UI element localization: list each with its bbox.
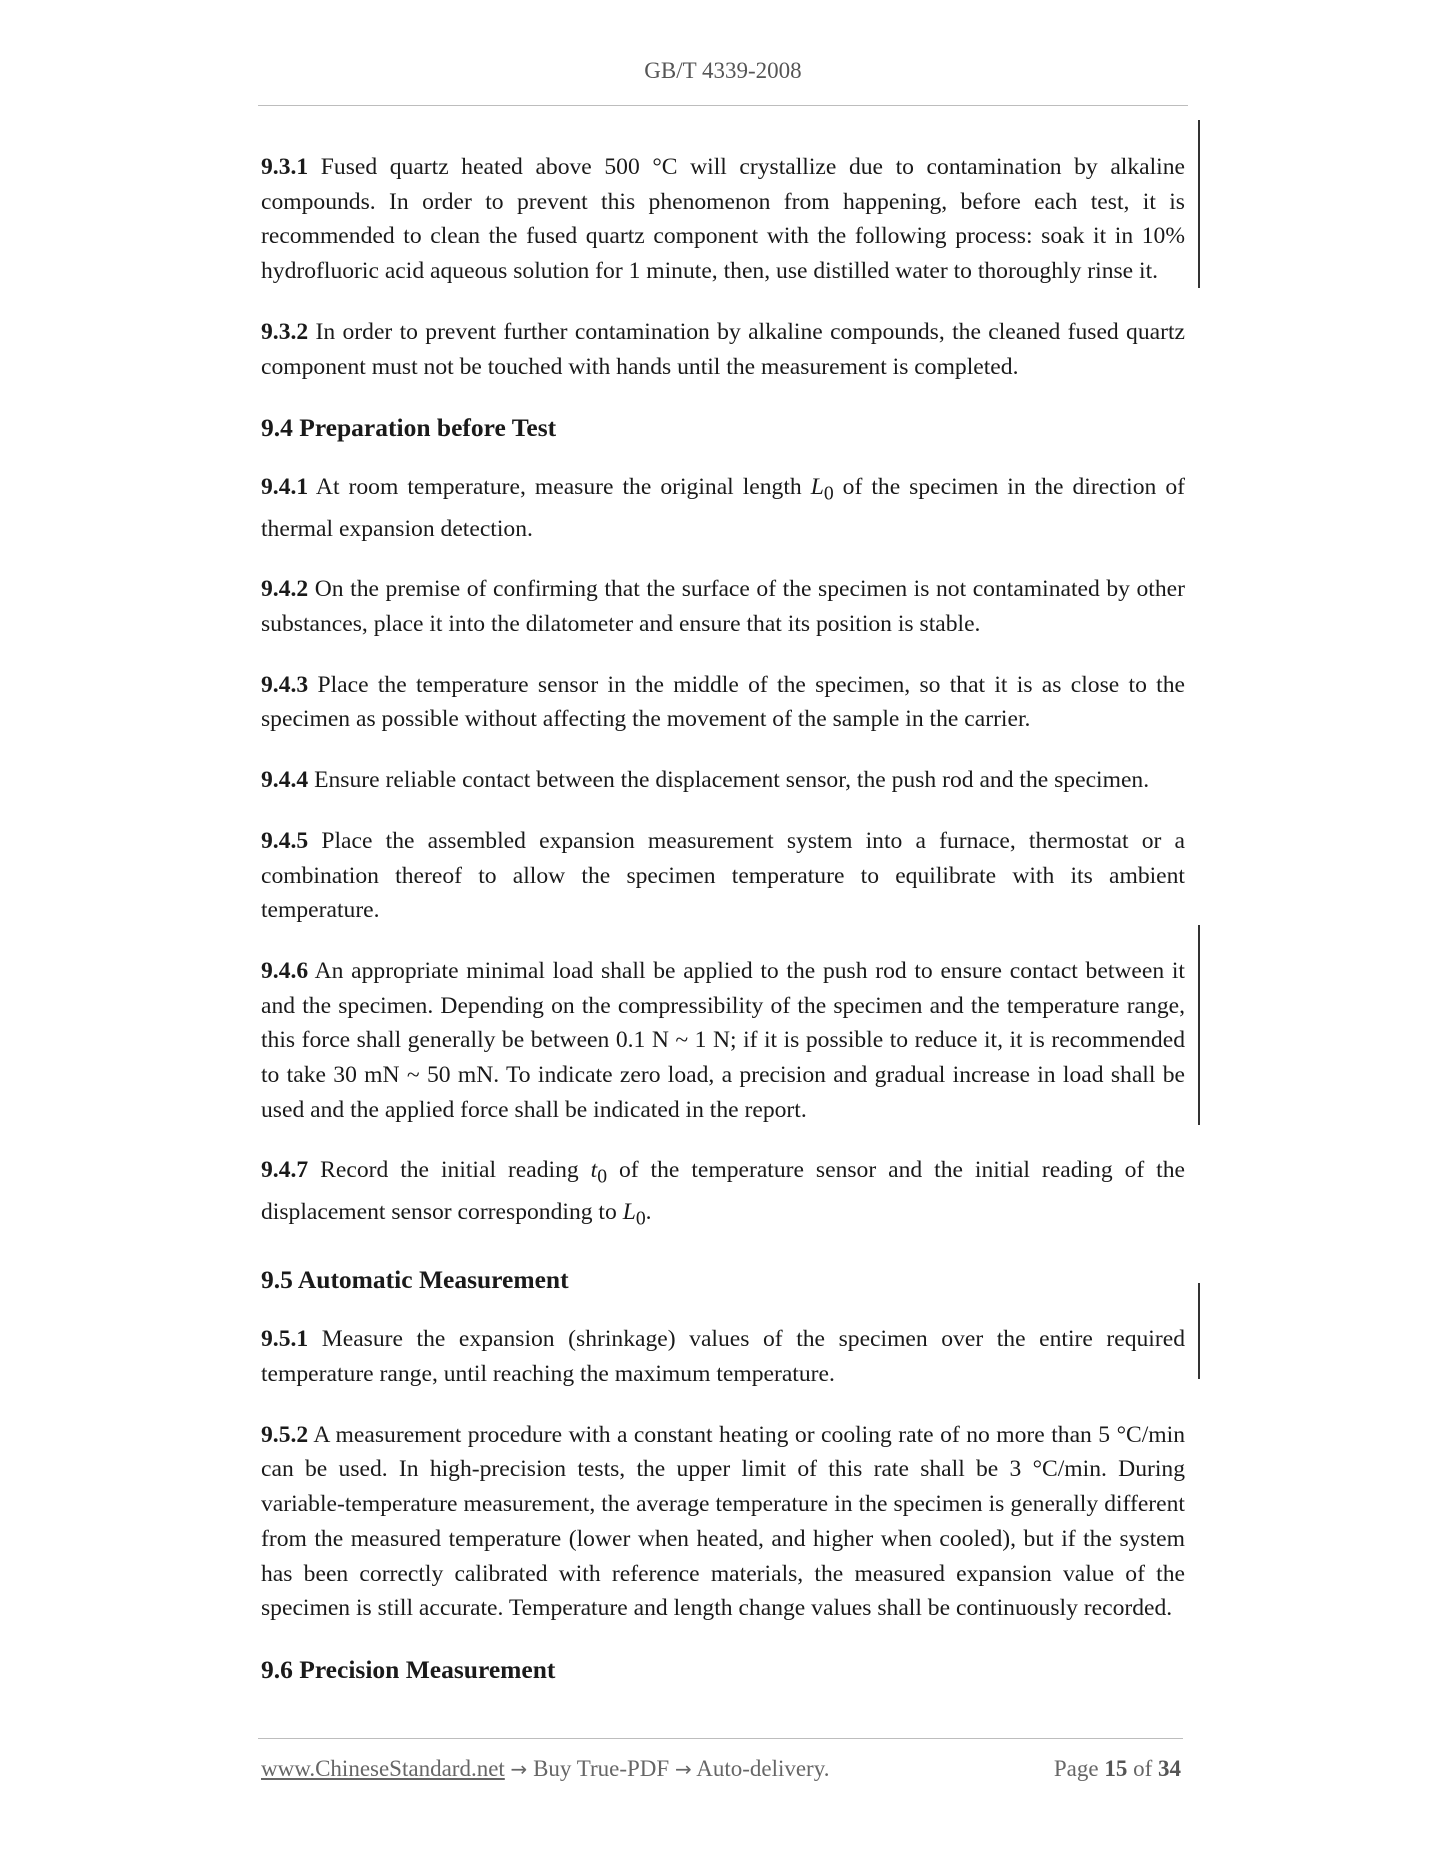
clause-text: In order to prevent further contamination by alkaline compounds, the cleaned fused quartz component must not be touched with hands until the measurement is completed. <box>261 318 1185 380</box>
clause-number: 9.4.7 <box>261 1157 309 1184</box>
clause-text: of the specimen in the direction of thermal expansion detection. <box>261 474 1185 542</box>
page-label: Page <box>1053 1756 1099 1781</box>
variable-L: L <box>810 474 824 501</box>
clause-9-4-4 <box>261 763 1185 798</box>
change-bar <box>1198 925 1200 1125</box>
clause-number: 9.3.1 <box>261 154 309 180</box>
clause-number: 9.4.6 <box>261 957 309 984</box>
clause-9-4-7 <box>261 1153 1185 1236</box>
page-header: GB/T 4339-2008 <box>644 58 802 83</box>
clause-text: Ensure reliable contact between the displacement sensor, the push rod and the specimen. <box>314 767 1150 794</box>
clause-text: A measurement procedure with a constant heating or cooling rate of no more than 5 °C/min can be used. In high-precision tests, the upper limit of this rate shall be 3 °C/min. During variable-temperature measurement, the average temperature in the specimen is generally different from the measured temperature (lower when heated, and higher when cooled), but if the system has been correctly calibrated with reference materials, the measured expansion value of the specimen is still accurate. Temperature and length change values shall be continuously recorded. <box>261 1421 1185 1622</box>
section-heading-9-6: 9.6 Precision Measurement <box>261 1654 556 1684</box>
clause-text: Fused quartz heated above 500 °C will crystallize due to contamination by alkaline compounds. In order to prevent this phenomenon from happening, before each test, it is recommended to clean the fused quartz component with the following process: soak it in 10% hydrofluoric acid aqueous solution for 1 minute, then, use distilled water to thoroughly rinse it. <box>261 154 1185 285</box>
clause-9-4-6 <box>261 954 1185 1128</box>
clause-9-4-3 <box>261 668 1185 737</box>
clause-number: 9.4.5 <box>261 827 309 854</box>
clause-text: Place the temperature sensor in the middle of the specimen, so that it is as close to the specimen as possible without affecting the movement of the sample in the carrier. <box>261 671 1185 733</box>
arrow-right-icon: → <box>674 1757 692 1781</box>
clause-9-4-2 <box>261 572 1185 641</box>
clause-number: 9.5.1 <box>261 1326 309 1353</box>
arrow-right-icon: → <box>510 1757 528 1781</box>
page-total: 34 <box>1158 1756 1181 1781</box>
clause-text: An appropriate minimal load shall be applied to the push rod to ensure contact between it and the specimen. Depending on the compressibility of the specimen and the temperature range, this force shall generally be between 0.1 N ~ 1 N; if it is possible to reduce it, it is recommended to take 30 mN ~ 50 mN. To indicate zero load, a precision and gradual increase in load shall be used and the applied force shall be indicated in the report. <box>261 957 1185 1123</box>
of-label: of <box>1133 1756 1153 1781</box>
clause-9-5-1 <box>261 1322 1185 1391</box>
clause-number: 9.4.3 <box>261 671 309 698</box>
auto-delivery-text: Auto-delivery. <box>696 1756 830 1781</box>
clause-number: 9.4.2 <box>261 576 309 603</box>
clause-text: Measure the expansion (shrinkage) values of the specimen over the entire required temperature range, until reaching the maximum temperature. <box>261 1326 1185 1388</box>
clause-text: . <box>645 1198 652 1225</box>
section-heading-9-5: 9.5 Automatic Measurement <box>261 1265 569 1295</box>
clause-text: of the temperature sensor and the initial reading of the displacement sensor corresponding to <box>261 1157 1185 1225</box>
clause-9-5-2 <box>261 1418 1185 1626</box>
clause-text: Record the initial reading <box>320 1157 591 1184</box>
header-rule <box>258 105 1188 106</box>
subscript: 0 <box>823 482 834 505</box>
clause-text: On the premise of confirming that the surface of the specimen is not contaminated by other substances, place it into the dilatometer and ensure that its position is stable. <box>261 576 1185 638</box>
change-bar <box>1198 1283 1200 1379</box>
website-link[interactable]: www.ChineseStandard.net <box>261 1756 505 1781</box>
clause-9-4-5 <box>261 824 1185 928</box>
page-number: 15 <box>1104 1756 1128 1781</box>
document-body <box>261 150 1185 1712</box>
buy-pdf-text: Buy True-PDF <box>533 1756 670 1781</box>
clause-number: 9.5.2 <box>261 1421 309 1448</box>
clause-number: 9.4.1 <box>261 474 309 501</box>
variable-L: L <box>622 1198 636 1225</box>
section-heading-9-4: 9.4 Preparation before Test <box>261 413 557 443</box>
footer-rule <box>258 1738 1183 1739</box>
change-bar <box>1198 120 1200 288</box>
subscript: 0 <box>635 1207 646 1230</box>
clause-number: 9.3.2 <box>261 318 309 345</box>
variable-t: t <box>590 1157 598 1184</box>
clause-text: Place the assembled expansion measurement system into a furnace, thermostat or a combination thereof to allow the specimen temperature to equilibrate with its ambient temperature. <box>261 827 1185 924</box>
clause-number: 9.4.4 <box>261 767 309 794</box>
subscript: 0 <box>597 1166 608 1189</box>
clause-9-3-1 <box>261 150 1185 289</box>
page-footer <box>261 1756 1181 1782</box>
clause-9-3-2 <box>261 315 1185 384</box>
clause-text: At room temperature, measure the original length <box>315 474 811 501</box>
clause-9-4-1 <box>261 470 1185 546</box>
page-indicator <box>1054 1756 1181 1782</box>
